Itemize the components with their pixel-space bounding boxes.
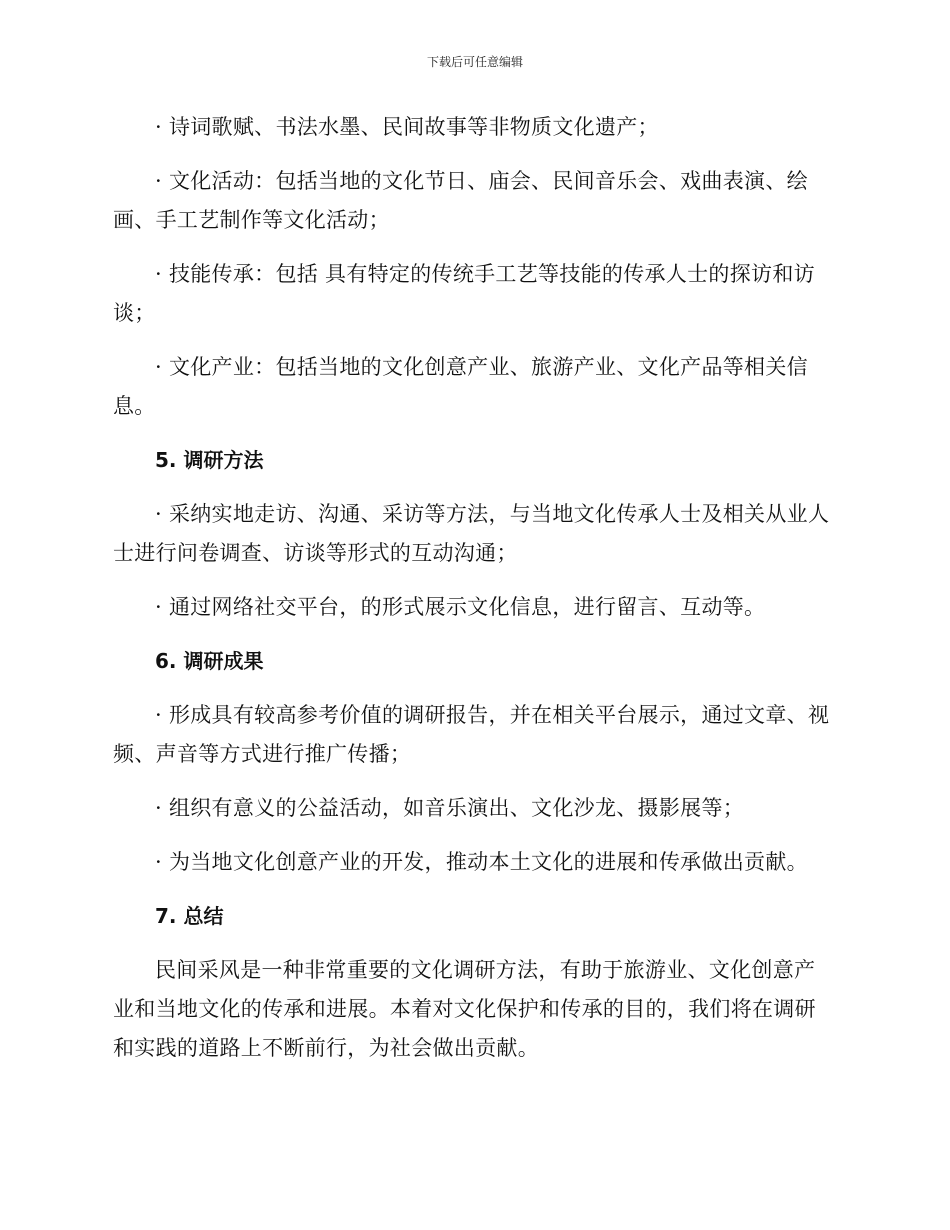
list-item-social-platforms: · 通过网络社交平台，的形式展示文化信息，进行留言、互动等。	[155, 595, 766, 619]
list-item-skill-inheritance: · 技能传承：包括 具有特定的传统手工艺等技能的传承人士的探访和访谈；	[113, 262, 815, 325]
list-item-intangible-heritage: · 诗词歌赋、书法水墨、民间故事等非物质文化遗产；	[155, 115, 659, 139]
summary-paragraph: 民间采风是一种非常重要的文化调研方法，有助于旅游业、文化创意产业和当地文化的传承和进展。本着对文化保护和传承的目的，我们将在调研和实践的道路上不断前行，为社会做出贡献。	[113, 958, 816, 1060]
list-item-cultural-activities: · 文化活动：包括当地的文化节日、庙会、民间音乐会、戏曲表演、绘画、手工艺制作等文化活动；	[113, 169, 808, 232]
list-item-cultural-industry: · 文化产业：包括当地的文化创意产业、旅游产业、文化产品等相关信息。	[113, 355, 808, 418]
document-body	[113, 108, 833, 1068]
list-item-industry-development: · 为当地文化创意产业的开发，推动本土文化的进展和传承做出贡献。	[155, 850, 808, 874]
page-header: 下载后可任意编辑	[426, 55, 523, 69]
section-heading-research-methods: 5. 调研方法	[155, 448, 264, 472]
list-item-research-report: · 形成具有较高参考价值的调研报告，并在相关平台展示，通过文章、视频、声音等方式进行推广传播；	[113, 703, 830, 766]
list-item-public-activities: · 组织有意义的公益活动，如音乐演出、文化沙龙、摄影展等；	[155, 796, 745, 820]
list-item-field-visits: · 采纳实地走访、沟通、采访等方法，与当地文化传承人士及相关从业人士进行问卷调查、访谈等形式的互动沟通；	[113, 502, 830, 565]
section-heading-research-results: 6. 调研成果	[155, 649, 264, 673]
section-heading-summary: 7. 总结	[155, 904, 224, 928]
